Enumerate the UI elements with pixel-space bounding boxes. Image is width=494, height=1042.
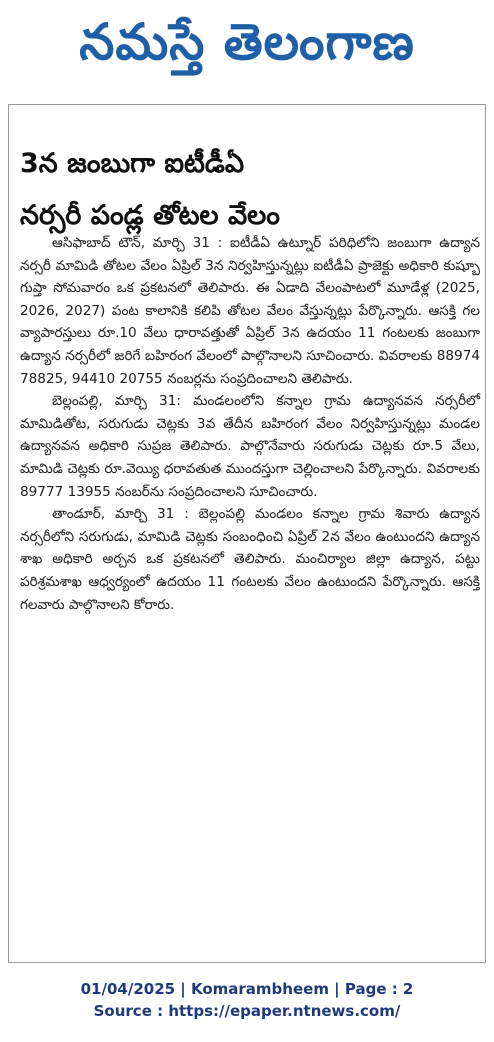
masthead <box>0 0 494 96</box>
headline-line-1: 3న జంబుగా ఐటీడీఏ <box>20 148 245 179</box>
paragraph-bellampalli: బెల్లంపల్లి, మార్చి 31: మండలంలోని కన్నాల గ్రామ ఉద్యానవన నర్సరీలో మామిడితోట, సరుగుడు చెట్లకు 3వ తేదీన బహిరంగ వేలం నిర్వహిస్తున్నట్లు మండల ఉద్యానవన అధికారి సుప్రజ తెలిపారు. పాల్గొనేవారు సరుగుడు చెట్లకు రూ.5 వేలు, మామిడి చెట్లకు రూ.వెయ్యి ధరావతుత ముందస్తుగా చెల్లించాలని పేర్కొన్నారు. వివరాలకు 89777 13955 నంబర్‌ను సంప్రదించాలని సూచించారు. <box>20 393 480 500</box>
left-border <box>8 104 9 962</box>
right-border <box>485 104 486 962</box>
paragraph-asifabad: ఆసిఫాబాద్ టౌన్, మార్చి 31 : ఐటీడీఏ ఉట్నూర్ పరిధిలోని జంబుగా ఉద్యాన నర్సరీ మామిడి తోటల వేలం ఏప్రిల్ 3న నిర్వహిస్తున్నట్లు ఐటీడీఏ ప్రాజెక్టు అధికారి కుష్బూ గుప్తా సోమవారం ఒక ప్రకటనలో తెలిపారు. ఈ ఏడాది వేలంపాటలో మూడేళ్ల (2025, 2026, 2027) పంట కాలానికి కలిపి తోటల వేలం వేస్తున్నట్లు పేర్కొన్నారు. ఆసక్తి గల వ్యాపారస్తులు రూ.10 వేలు ధారావత్తుతో ఏప్రిల్ 3న ఉదయం 11 గంటలకు జంబుగా ఉద్యాన నర్సరీలో జరిగే బహిరంగ వేలంలో పాల్గొనాలని సూచించారు. వివరాలకు 88974 78825, 94410 20755 నంబర్లను సంప్రదించాలని తెలిపారు. <box>20 235 480 387</box>
top-divider <box>8 104 486 105</box>
article-headline <box>20 138 480 242</box>
bottom-divider <box>8 962 486 963</box>
footer-source-link[interactable]: Source : https://epaper.ntnews.com/ <box>93 1002 401 1020</box>
article-body <box>20 232 480 616</box>
footer-date-edition: 01/04/2025 | Komarambheem | Page : 2 <box>80 980 414 998</box>
masthead-logo: నమస్తే తెలంగాణ <box>79 12 415 71</box>
headline-line-2: నర్సరీ పండ్ల తోటల వేలం <box>20 200 280 231</box>
source-footer <box>0 978 494 1022</box>
paragraph-tandur: తాండూర్, మార్చి 31 : బెల్లంపల్లి మండలం కన్నాల గ్రామ శివారు ఉద్యాన నర్సరీలోని సరుగుడు, మామిడి చెట్లకు సంబంధించి ఏప్రిల్ 2న వేలం ఉంటుందని ఉద్యాన శాఖ అధికారి అర్చన ఒక ప్రకటనలో తెలిపారు. మంచిర్యాల జిల్లా ఉద్యాన, పట్టు పరిశ్రమశాఖ ఆధ్వర్యంలో ఉదయం 11 గంటలకు వేలం ఉంటుందని పేర్కొన్నారు. ఆసక్తి గలవారు పాల్గొనాలని కోరారు. <box>20 506 480 613</box>
